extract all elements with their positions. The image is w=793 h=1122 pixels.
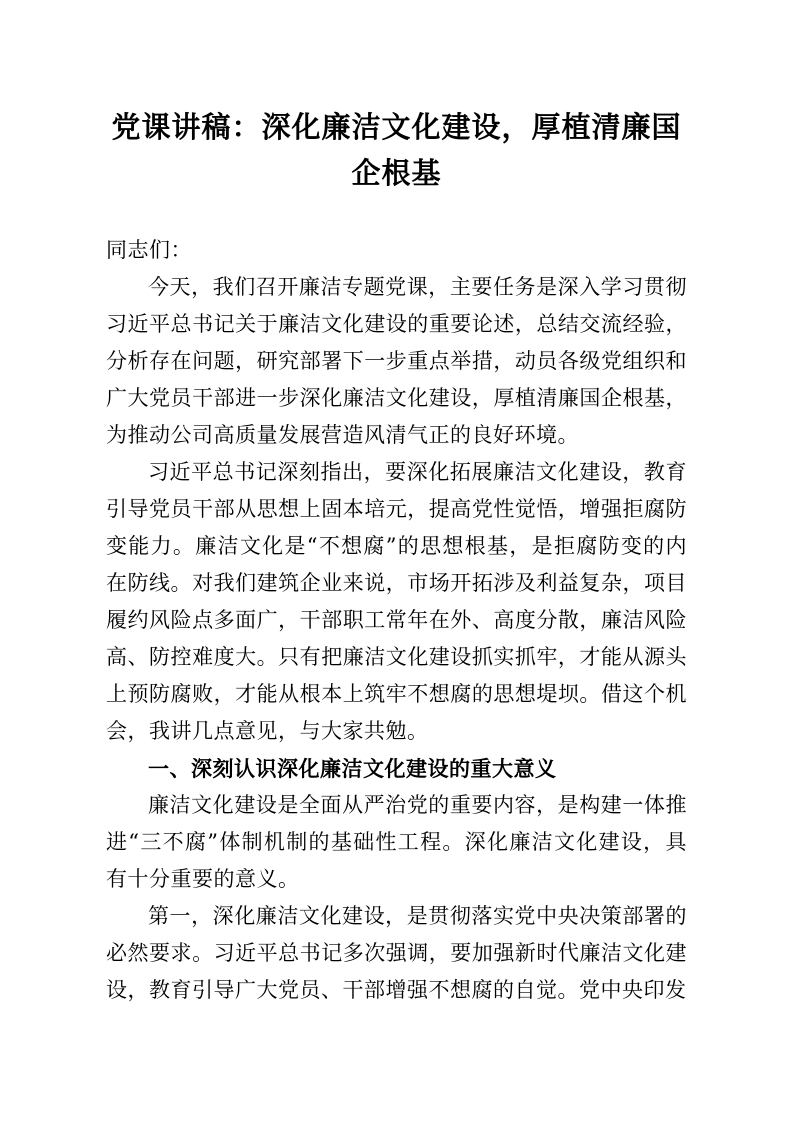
paragraph: 第一，深化廉洁文化建设，是贯彻落实党中央决策部署的必然要求。习近平总书记多次强调，要加强新时代廉洁文化建设，教育引导广大党员、干部增强不想腐的自觉。党中央印发 [106, 904, 687, 1002]
paragraph: 习近平总书记深刻指出，要深化拓展廉洁文化建设，教育引导党员干部从思想上固本培元，提高党性觉悟，增强拒腐防变能力。廉洁文化是“不想腐”的思想根基，是拒腐防变的内在防线。对我们建筑企业来说，市场开拓涉及利益复杂，项目履约风险点多面广，干部职工常年在外、高度分散，廉洁风险高、防控难度大。只有把廉洁文化建设抓实抓牢，才能从源头上预防腐败，才能从根本上筑牢不想腐的思想堤坝。借这个机会，我讲几点意见，与大家共勉。 [106, 460, 687, 743]
salutation: 同志们： [106, 238, 192, 262]
section-heading: 一、深刻认识深化廉洁文化建设的重大意义 [148, 756, 557, 781]
paragraph: 廉洁文化建设是全面从严治党的重要内容，是构建一体推进“三不腐”体制机制的基础性工程。深化廉洁文化建设，具有十分重要的意义。 [106, 793, 687, 891]
paragraph: 今天，我们召开廉洁专题党课，主要任务是深入学习贯彻习近平总书记关于廉洁文化建设的重要论述，总结交流经验，分析存在问题，研究部署下一步重点举措，动员各级党组织和广大党员干部进一步深化廉洁文化建设，厚植清廉国企根基，为推动公司高质量发展营造风清气正的良好环境。 [106, 275, 687, 447]
document-title: 党课讲稿：深化廉洁文化建设，厚植清廉国企根基 [111, 110, 682, 190]
